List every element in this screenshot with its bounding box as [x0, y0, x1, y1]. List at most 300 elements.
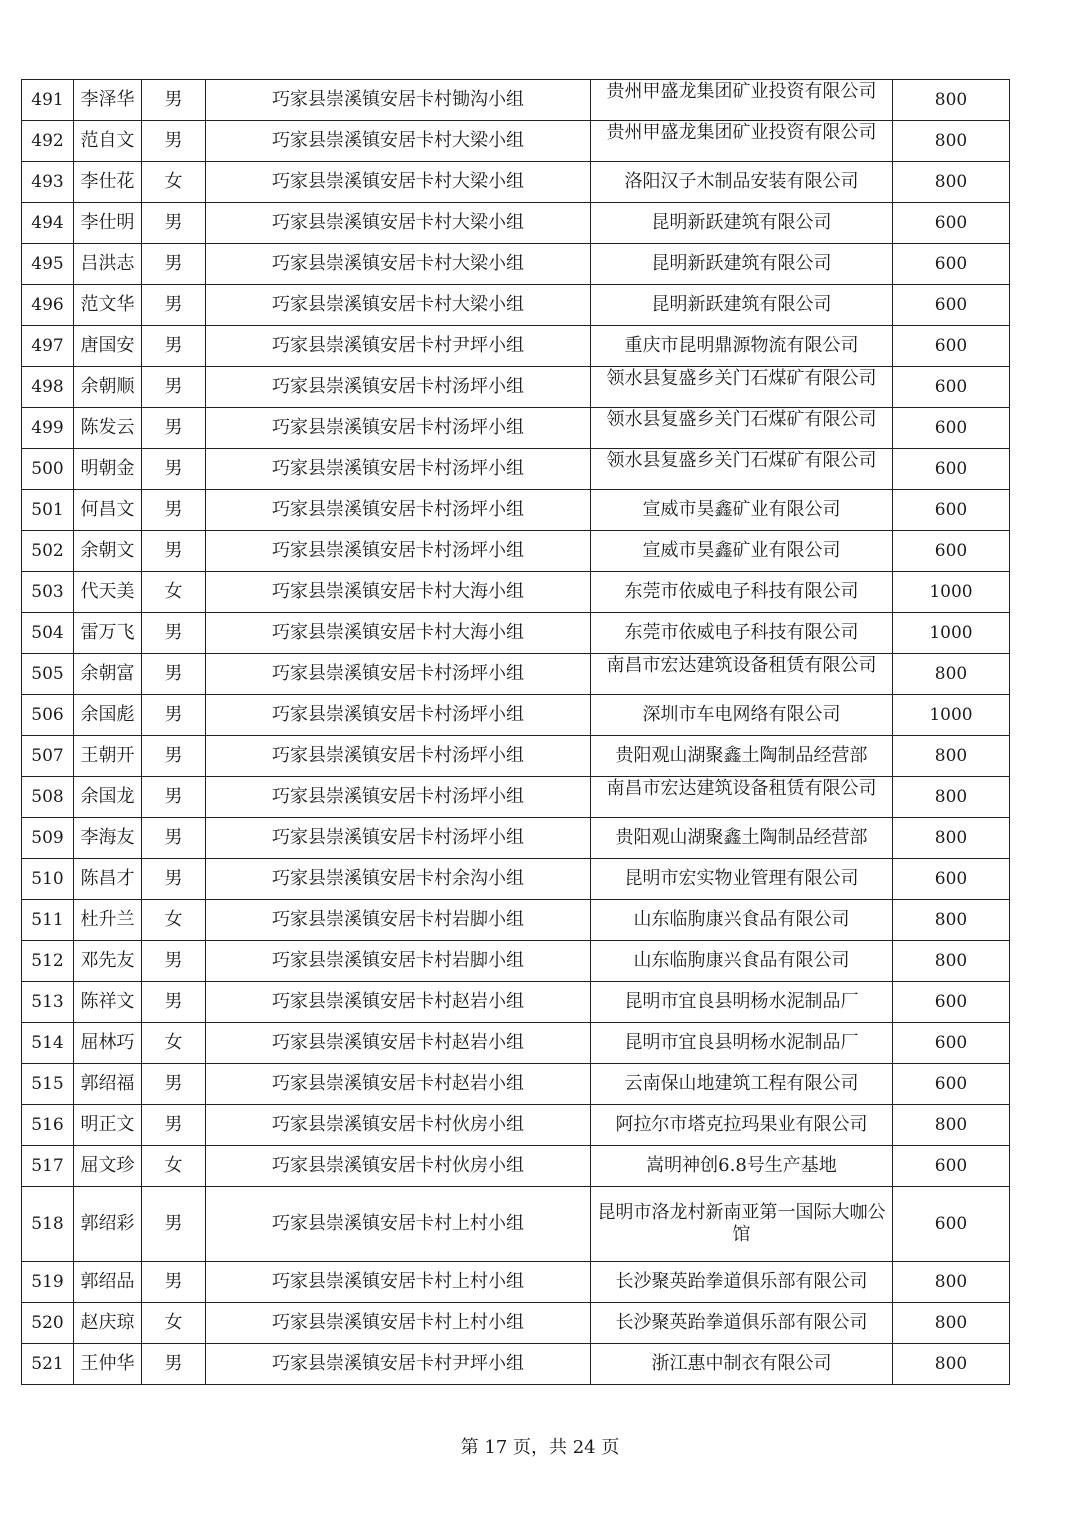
subsidy-amount: 600: [934, 1156, 968, 1176]
row-number-cell: [22, 285, 74, 326]
employer-cell: [591, 367, 893, 408]
home-address: 巧家县崇溪镇安居卡村大海小组: [272, 581, 524, 602]
subsidy-amount: 600: [934, 377, 968, 397]
gender-cell: [142, 162, 206, 203]
employer-cell: [591, 531, 893, 572]
gender: 男: [164, 1353, 183, 1374]
home-address-cell: [206, 285, 591, 326]
home-address: 巧家县崇溪镇安居卡村大海小组: [272, 622, 524, 643]
home-address: 巧家县崇溪镇安居卡村大梁小组: [272, 212, 524, 233]
home-address: 巧家县崇溪镇安居卡村赵岩小组: [272, 991, 524, 1012]
employer: 宣威市昊鑫矿业有限公司: [642, 540, 841, 561]
employer-cell: [591, 900, 893, 941]
table-row: [22, 80, 1010, 121]
row-number-cell: [22, 203, 74, 244]
subsidy-amount-cell: [893, 531, 1010, 572]
subsidy-amount: 800: [934, 1115, 968, 1135]
row-number: 511: [31, 910, 64, 930]
employer: 嵩明神创6.8号生产基地: [646, 1155, 837, 1176]
employer-cell: [591, 654, 893, 695]
subsidy-amount-cell: [893, 900, 1010, 941]
subsidy-amount: 600: [934, 336, 968, 356]
subsidy-amount: 800: [934, 828, 968, 848]
gender-cell: [142, 80, 206, 121]
gender-cell: [142, 572, 206, 613]
table-row: [22, 1105, 1010, 1146]
row-number: 519: [31, 1272, 64, 1292]
employer-cell: [591, 613, 893, 654]
home-address: 巧家县崇溪镇安居卡村汤坪小组: [272, 786, 524, 807]
home-address: 巧家县崇溪镇安居卡村汤坪小组: [272, 827, 524, 848]
gender: 男: [164, 335, 183, 356]
subsidy-amount: 800: [934, 787, 968, 807]
home-address-cell: [206, 777, 591, 818]
employer-cell: [591, 408, 893, 449]
row-number-cell: [22, 982, 74, 1023]
table-row: [22, 572, 1010, 613]
gender-cell: [142, 531, 206, 572]
home-address: 巧家县崇溪镇安居卡村上村小组: [272, 1271, 524, 1292]
page-number: 第 17 页，共 24 页: [460, 1437, 620, 1458]
employer-cell: [591, 941, 893, 982]
row-number-cell: [22, 1303, 74, 1344]
person-name-cell: [74, 326, 142, 367]
home-address: 巧家县崇溪镇安居卡村上村小组: [272, 1213, 524, 1234]
gender-cell: [142, 777, 206, 818]
home-address-cell: [206, 80, 591, 121]
row-number: 515: [31, 1074, 64, 1094]
subsidy-amount-cell: [893, 982, 1010, 1023]
table-row: [22, 1344, 1010, 1385]
row-number: 510: [31, 869, 64, 889]
home-address-cell: [206, 572, 591, 613]
row-number: 508: [31, 787, 64, 807]
person-name: 范自文: [80, 130, 135, 151]
row-number-cell: [22, 613, 74, 654]
table-row: [22, 1262, 1010, 1303]
person-name-cell: [74, 900, 142, 941]
employer: 洛阳汉子木制品安装有限公司: [624, 171, 859, 192]
person-name: 屈林巧: [80, 1032, 135, 1053]
gender-cell: [142, 1344, 206, 1385]
subsidy-amount: 800: [934, 1272, 968, 1292]
subsidy-amount-cell: [893, 1344, 1010, 1385]
roster-table: [21, 79, 1010, 1385]
row-number-cell: [22, 408, 74, 449]
person-name-cell: [74, 80, 142, 121]
gender-cell: [142, 941, 206, 982]
table-row: [22, 326, 1010, 367]
table-row: [22, 162, 1010, 203]
employer: 东莞市依威电子科技有限公司: [624, 581, 859, 602]
home-address: 巧家县崇溪镇安居卡村岩脚小组: [272, 950, 524, 971]
subsidy-amount: 800: [934, 172, 968, 192]
subsidy-amount: 800: [934, 90, 968, 110]
row-number-cell: [22, 1023, 74, 1064]
employer: 领水县复盛乡关门石煤矿有限公司: [606, 450, 877, 471]
person-name-cell: [74, 818, 142, 859]
employer: 长沙聚英跆拳道俱乐部有限公司: [615, 1271, 868, 1292]
employer: 浙江惠中制衣有限公司: [651, 1353, 832, 1374]
home-address-cell: [206, 1146, 591, 1187]
row-number: 514: [31, 1033, 64, 1053]
employer-cell: [591, 572, 893, 613]
subsidy-amount-cell: [893, 1303, 1010, 1344]
person-name: 李泽华: [80, 89, 135, 110]
home-address: 巧家县崇溪镇安居卡村尹坪小组: [272, 1353, 524, 1374]
employer-cell: [591, 1146, 893, 1187]
gender: 男: [164, 950, 183, 971]
subsidy-amount: 800: [934, 131, 968, 151]
table-row: [22, 121, 1010, 162]
person-name: 范文华: [80, 294, 135, 315]
subsidy-amount: 600: [934, 541, 968, 561]
row-number: 493: [31, 172, 64, 192]
subsidy-amount-cell: [893, 859, 1010, 900]
row-number: 505: [31, 664, 64, 684]
table-row: [22, 818, 1010, 859]
row-number: 513: [31, 992, 64, 1012]
row-number-cell: [22, 244, 74, 285]
table-row: [22, 285, 1010, 326]
person-name-cell: [74, 449, 142, 490]
row-number-cell: [22, 1187, 74, 1262]
subsidy-amount: 600: [934, 1074, 968, 1094]
row-number: 506: [31, 705, 64, 725]
person-name-cell: [74, 982, 142, 1023]
person-name: 李仕明: [80, 212, 135, 233]
person-name-cell: [74, 1262, 142, 1303]
row-number-cell: [22, 1105, 74, 1146]
subsidy-amount: 600: [934, 418, 968, 438]
gender-cell: [142, 695, 206, 736]
gender-cell: [142, 1146, 206, 1187]
employer: 深圳市车电网络有限公司: [642, 704, 841, 725]
gender-cell: [142, 1187, 206, 1262]
row-number-cell: [22, 1262, 74, 1303]
person-name-cell: [74, 367, 142, 408]
gender-cell: [142, 367, 206, 408]
person-name-cell: [74, 490, 142, 531]
home-address: 巧家县崇溪镇安居卡村赵岩小组: [272, 1073, 524, 1094]
employer-cell: [591, 695, 893, 736]
gender: 男: [164, 499, 183, 520]
home-address: 巧家县崇溪镇安居卡村汤坪小组: [272, 704, 524, 725]
employer-cell: [591, 777, 893, 818]
row-number-cell: [22, 326, 74, 367]
row-number-cell: [22, 859, 74, 900]
home-address-cell: [206, 654, 591, 695]
row-number: 518: [31, 1214, 64, 1234]
employer-cell: [591, 1064, 893, 1105]
employer: 昆明市宜良县明杨水泥制品厂: [624, 991, 859, 1012]
subsidy-amount-cell: [893, 736, 1010, 777]
subsidy-amount-cell: [893, 1187, 1010, 1262]
home-address-cell: [206, 613, 591, 654]
home-address: 巧家县崇溪镇安居卡村汤坪小组: [272, 417, 524, 438]
person-name-cell: [74, 654, 142, 695]
employer: 昆明新跃建筑有限公司: [651, 294, 832, 315]
home-address-cell: [206, 531, 591, 572]
employer: 重庆市昆明鼎源物流有限公司: [624, 335, 859, 356]
employer: 东莞市依威电子科技有限公司: [624, 622, 859, 643]
employer-cell: [591, 244, 893, 285]
subsidy-amount-cell: [893, 449, 1010, 490]
home-address-cell: [206, 818, 591, 859]
person-name: 王仲华: [80, 1353, 135, 1374]
subsidy-amount: 800: [934, 1354, 968, 1374]
subsidy-amount-cell: [893, 244, 1010, 285]
subsidy-amount: 600: [934, 213, 968, 233]
row-number-cell: [22, 80, 74, 121]
gender-cell: [142, 818, 206, 859]
home-address-cell: [206, 326, 591, 367]
gender-cell: [142, 244, 206, 285]
gender: 男: [164, 294, 183, 315]
subsidy-amount: 600: [934, 1214, 968, 1234]
employer-cell: [591, 490, 893, 531]
person-name-cell: [74, 1187, 142, 1262]
table-row: [22, 1187, 1010, 1262]
gender: 男: [164, 786, 183, 807]
subsidy-amount-cell: [893, 1105, 1010, 1146]
home-address-cell: [206, 1064, 591, 1105]
person-name: 何昌文: [80, 499, 135, 520]
employer-cell: [591, 1303, 893, 1344]
person-name: 明正文: [80, 1114, 135, 1135]
employer: 南昌市宏达建筑设备租赁有限公司: [606, 655, 877, 676]
person-name-cell: [74, 121, 142, 162]
subsidy-amount: 1000: [929, 582, 973, 602]
subsidy-amount-cell: [893, 1064, 1010, 1105]
employer: 贵阳观山湖聚鑫土陶制品经营部: [615, 745, 868, 766]
row-number-cell: [22, 1146, 74, 1187]
person-name: 余国彪: [80, 704, 135, 725]
table-row: [22, 408, 1010, 449]
home-address: 巧家县崇溪镇安居卡村大梁小组: [272, 171, 524, 192]
subsidy-amount-cell: [893, 490, 1010, 531]
subsidy-amount: 600: [934, 992, 968, 1012]
row-number: 498: [31, 377, 64, 397]
table-row: [22, 941, 1010, 982]
person-name-cell: [74, 1303, 142, 1344]
gender-cell: [142, 326, 206, 367]
subsidy-amount-cell: [893, 162, 1010, 203]
person-name-cell: [74, 408, 142, 449]
table-row: [22, 900, 1010, 941]
employer-cell: [591, 449, 893, 490]
person-name: 郭绍彩: [80, 1213, 135, 1234]
gender: 男: [164, 663, 183, 684]
gender: 男: [164, 1271, 183, 1292]
employer-cell: [591, 736, 893, 777]
row-number: 499: [31, 418, 64, 438]
home-address: 巧家县崇溪镇安居卡村大梁小组: [272, 253, 524, 274]
home-address: 巧家县崇溪镇安居卡村余沟小组: [272, 868, 524, 889]
row-number: 500: [31, 459, 64, 479]
table-row: [22, 367, 1010, 408]
employer: 昆明市宜良县明杨水泥制品厂: [624, 1032, 859, 1053]
home-address-cell: [206, 1105, 591, 1146]
gender-cell: [142, 1303, 206, 1344]
employer-cell: [591, 121, 893, 162]
person-name: 赵庆琼: [80, 1312, 135, 1333]
home-address-cell: [206, 859, 591, 900]
gender-cell: [142, 1105, 206, 1146]
gender: 男: [164, 212, 183, 233]
person-name: 屈文珍: [80, 1155, 135, 1176]
subsidy-amount-cell: [893, 408, 1010, 449]
row-number-cell: [22, 449, 74, 490]
gender-cell: [142, 203, 206, 244]
row-number: 492: [31, 131, 64, 151]
table-row: [22, 777, 1010, 818]
gender-cell: [142, 736, 206, 777]
person-name-cell: [74, 859, 142, 900]
row-number-cell: [22, 941, 74, 982]
employer: 贵阳观山湖聚鑫土陶制品经营部: [615, 827, 868, 848]
employer-cell: [591, 285, 893, 326]
subsidy-amount: 800: [934, 746, 968, 766]
employer: 领水县复盛乡关门石煤矿有限公司: [606, 368, 877, 389]
gender: 男: [164, 1213, 183, 1234]
person-name-cell: [74, 244, 142, 285]
row-number-cell: [22, 1064, 74, 1105]
home-address: 巧家县崇溪镇安居卡村汤坪小组: [272, 499, 524, 520]
person-name: 吕洪志: [80, 253, 135, 274]
person-name-cell: [74, 531, 142, 572]
row-number-cell: [22, 654, 74, 695]
gender: 男: [164, 868, 183, 889]
person-name: 代天美: [80, 581, 135, 602]
person-name: 陈昌才: [80, 868, 135, 889]
home-address: 巧家县崇溪镇安居卡村汤坪小组: [272, 458, 524, 479]
gender: 男: [164, 622, 183, 643]
home-address-cell: [206, 1187, 591, 1262]
home-address: 巧家县崇溪镇安居卡村赵岩小组: [272, 1032, 524, 1053]
home-address-cell: [206, 121, 591, 162]
gender: 男: [164, 704, 183, 725]
subsidy-amount-cell: [893, 367, 1010, 408]
table-row: [22, 531, 1010, 572]
employer-cell: [591, 1023, 893, 1064]
row-number: 495: [31, 254, 64, 274]
gender-cell: [142, 1064, 206, 1105]
row-number-cell: [22, 531, 74, 572]
row-number: 501: [31, 500, 64, 520]
gender: 男: [164, 827, 183, 848]
person-name: 雷万飞: [80, 622, 135, 643]
home-address: 巧家县崇溪镇安居卡村岩脚小组: [272, 909, 524, 930]
employer: 云南保山地建筑工程有限公司: [624, 1073, 859, 1094]
row-number-cell: [22, 490, 74, 531]
subsidy-amount: 800: [934, 910, 968, 930]
gender: 男: [164, 89, 183, 110]
row-number: 503: [31, 582, 64, 602]
gender-cell: [142, 285, 206, 326]
subsidy-amount: 600: [934, 869, 968, 889]
employer: 山东临朐康兴食品有限公司: [633, 909, 850, 930]
gender: 女: [164, 1032, 183, 1053]
row-number-cell: [22, 777, 74, 818]
row-number-cell: [22, 367, 74, 408]
row-number-cell: [22, 900, 74, 941]
employer-cell: [591, 1344, 893, 1385]
home-address: 巧家县崇溪镇安居卡村伙房小组: [272, 1114, 524, 1135]
home-address-cell: [206, 1262, 591, 1303]
employer: 宣威市昊鑫矿业有限公司: [642, 499, 841, 520]
home-address-cell: [206, 367, 591, 408]
subsidy-amount: 1000: [929, 705, 973, 725]
home-address-cell: [206, 1344, 591, 1385]
person-name-cell: [74, 941, 142, 982]
home-address: 巧家县崇溪镇安居卡村大梁小组: [272, 130, 524, 151]
gender: 男: [164, 745, 183, 766]
person-name-cell: [74, 613, 142, 654]
employer: 领水县复盛乡关门石煤矿有限公司: [606, 409, 877, 430]
row-number: 520: [31, 1313, 64, 1333]
table-row: [22, 982, 1010, 1023]
person-name: 余朝富: [80, 663, 135, 684]
table-row: [22, 654, 1010, 695]
home-address-cell: [206, 449, 591, 490]
employer: 贵州甲盛龙集团矿业投资有限公司: [606, 122, 877, 143]
row-number: 494: [31, 213, 64, 233]
employer: 昆明市宏实物业管理有限公司: [624, 868, 859, 889]
subsidy-amount: 600: [934, 295, 968, 315]
row-number: 509: [31, 828, 64, 848]
person-name-cell: [74, 572, 142, 613]
person-name: 唐国安: [80, 335, 135, 356]
gender: 男: [164, 376, 183, 397]
table-row: [22, 1303, 1010, 1344]
roster-body: [22, 80, 1010, 1385]
employer: 昆明新跃建筑有限公司: [651, 253, 832, 274]
gender: 男: [164, 540, 183, 561]
row-number-cell: [22, 695, 74, 736]
person-name-cell: [74, 1146, 142, 1187]
home-address-cell: [206, 695, 591, 736]
gender: 男: [164, 991, 183, 1012]
employer-cell: [591, 982, 893, 1023]
person-name-cell: [74, 1105, 142, 1146]
row-number: 502: [31, 541, 64, 561]
gender: 男: [164, 417, 183, 438]
home-address-cell: [206, 244, 591, 285]
employer-cell: [591, 326, 893, 367]
subsidy-amount: 600: [934, 254, 968, 274]
row-number-cell: [22, 572, 74, 613]
gender-cell: [142, 1023, 206, 1064]
employer: 南昌市宏达建筑设备租赁有限公司: [606, 778, 877, 799]
row-number: 496: [31, 295, 64, 315]
person-name: 郭绍福: [80, 1073, 135, 1094]
employer: 昆明市洛龙村新南亚第一国际大咖公馆: [597, 1202, 886, 1245]
table-row: [22, 203, 1010, 244]
subsidy-amount-cell: [893, 818, 1010, 859]
gender: 男: [164, 1114, 183, 1135]
employer-cell: [591, 859, 893, 900]
row-number: 521: [31, 1354, 64, 1374]
person-name-cell: [74, 695, 142, 736]
table-row: [22, 736, 1010, 777]
gender-cell: [142, 859, 206, 900]
person-name: 王朝开: [80, 745, 135, 766]
person-name-cell: [74, 1023, 142, 1064]
subsidy-amount: 600: [934, 500, 968, 520]
row-number: 512: [31, 951, 64, 971]
employer-cell: [591, 818, 893, 859]
